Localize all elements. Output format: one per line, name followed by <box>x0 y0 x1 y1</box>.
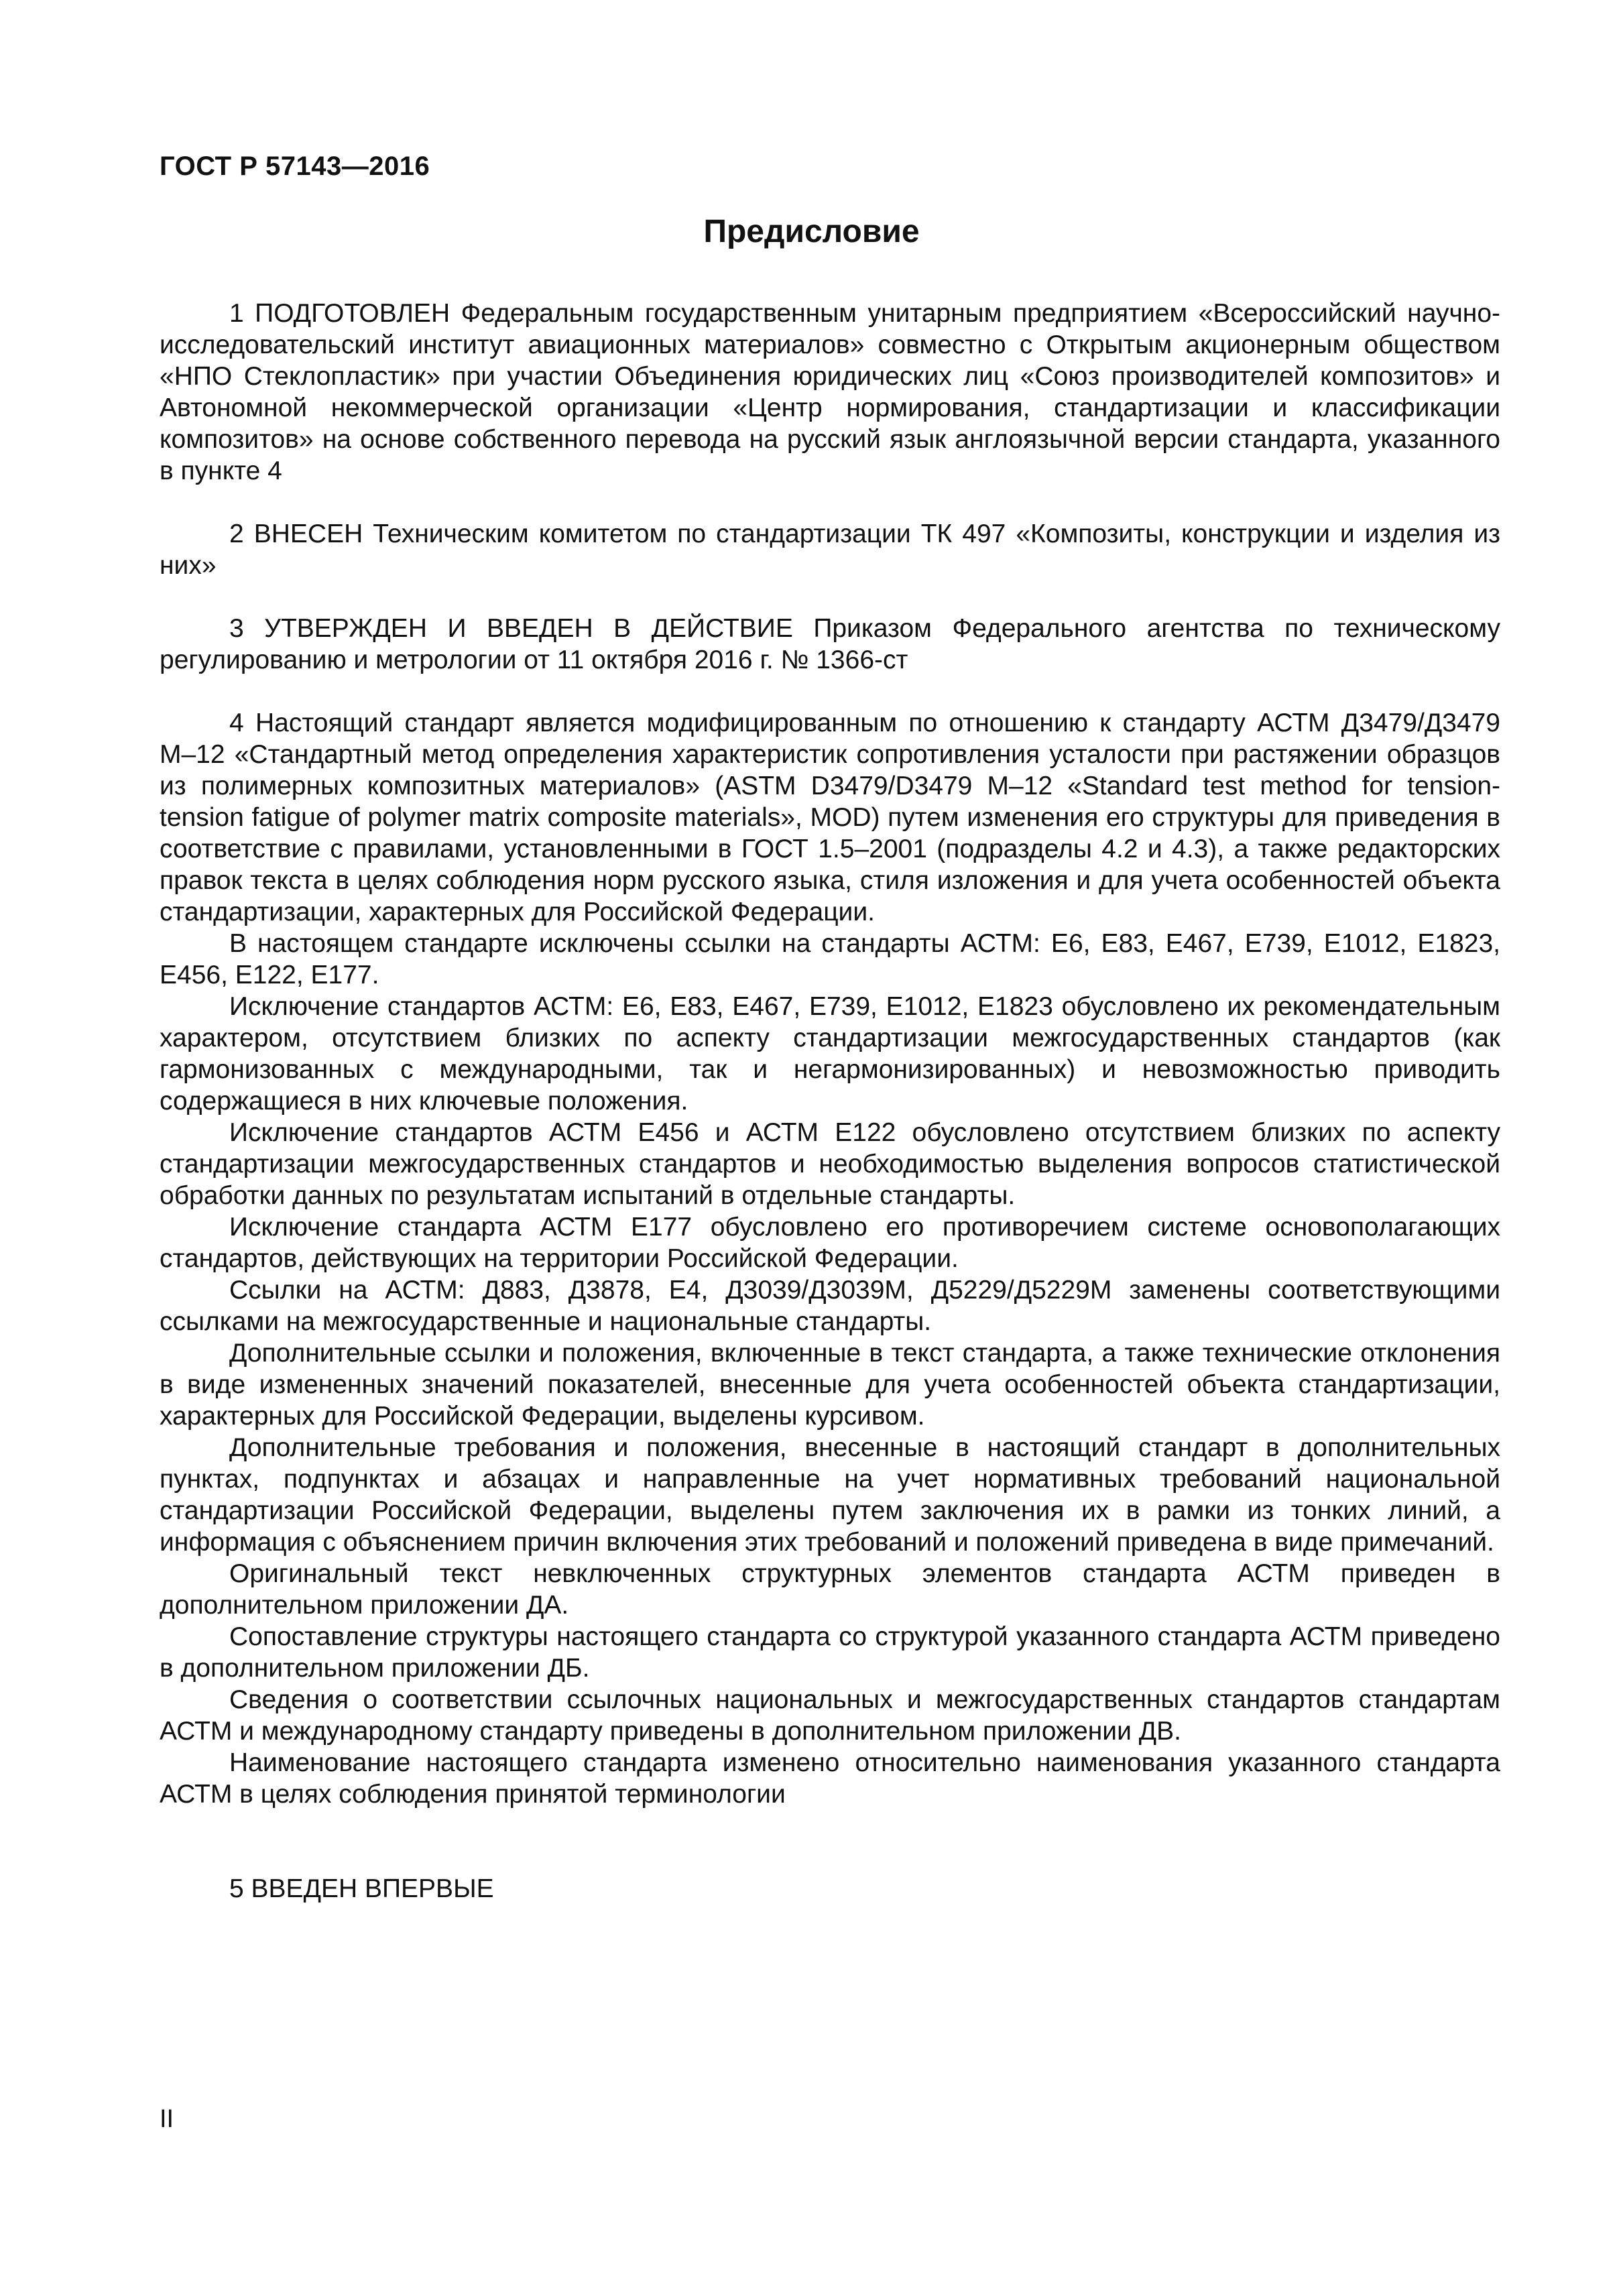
paragraph-exclusion-reason-2: Исключение стандартов АСТМ Е456 и АСТМ Е122 обусловлено отсутствием близких по аспекту стандартизации межгосударственных стандартов и необходимостью выделения вопросов статистической обработки данных по результатам испытаний в отдельные стандарты. <box>160 1118 1500 1210</box>
foreword-body <box>160 298 1500 1905</box>
paragraph-additional-refs: Дополнительные ссылки и положения, включенные в текст стандарта, а также технические отклонения в виде измененных значений показателей, внесенные для учета особенностей объекта стандартизации, характерных для Российской Федерации, выделены курсивом. <box>160 1339 1500 1431</box>
paragraph-original-text: Оригинальный текст невключенных структурных элементов стандарта АСТМ приведен в дополнительном приложении ДА. <box>160 1559 1500 1620</box>
paragraph-excluded-refs: В настоящем стандарте исключены ссылки на стандарты АСТМ: Е6, Е83, Е467, Е739, Е1012, Е1823, Е456, Е122, Е177. <box>160 929 1500 989</box>
paragraph-structure-comparison: Сопоставление структуры настоящего стандарта со структурой указанного стандарта АСТМ приведено в дополнительном приложении ДБ. <box>160 1622 1500 1683</box>
paragraph-4-modified: 4 Настоящий стандарт является модифицированным по отношению к стандарту АСТМ Д3479/Д3479 М–12 «Стандартный метод определения характеристик сопротивления усталости при растяжении образцов из полимерных композитных материалов» (ASTM D3479/D3479 M–12 «Standard test method for tension-tension fatigue of polymer matrix composite materials», MOD) путем изменения его структуры для приведения в соответствие с правилами, установленными в ГОСТ 1.5–2001 (подразделы 4.2 и 4.3), а также редакторских правок текста в целях соблюдения норм русского языка, стиля изложения и для учета особенностей объекта стандартизации, характерных для Российской Федерации. <box>160 709 1500 926</box>
paragraph-5-introduced: 5 ВВЕДЕН ВПЕРВЫЕ <box>229 1874 494 1903</box>
page-title: Предисловие <box>703 214 920 249</box>
paragraph-exclusion-reason-3: Исключение стандарта АСТМ Е177 обусловлено его противоречием системе основополагающих стандартов, действующих на территории Российской Федерации. <box>160 1213 1500 1273</box>
document-code: ГОСТ Р 57143—2016 <box>160 152 430 181</box>
paragraph-2-submitted: 2 ВНЕСЕН Техническим комитетом по стандартизации ТК 497 «Композиты, конструкции и изделия из них» <box>160 520 1500 580</box>
page-number: II <box>160 2105 174 2133</box>
paragraph-title-change: Наименование настоящего стандарта изменено относительно наименования указанного стандарта АСТМ в целях соблюдения принятой терминологии <box>160 1748 1500 1809</box>
paragraph-additional-requirements: Дополнительные требования и положения, внесенные в настоящий стандарт в дополнительных пунктах, подпунктах и абзацах и направленные на учет нормативных требований национальной стандартизации Российской Федерации, выделены путем заключения их в рамки из тонких линий, а информация с объяснением причин включения этих требований и положений приведена в виде примечаний. <box>160 1433 1500 1557</box>
paragraph-3-approved: 3 УТВЕРЖДЕН И ВВЕДЕН В ДЕЙСТВИЕ Приказом Федерального агентства по техническому регулированию и метрологии от 11 октября 2016 г. № 1366-ст <box>160 614 1500 674</box>
paragraph-replaced-refs: Ссылки на АСТМ: Д883, Д3878, Е4, Д3039/Д3039М, Д5229/Д5229М заменены соответствующими ссылками на межгосударственные и национальные стандарты. <box>160 1276 1500 1336</box>
paragraph-exclusion-reason-1: Исключение стандартов АСТМ: Е6, Е83, Е467, Е739, Е1012, Е1823 обусловлено их рекомендательным характером, отсутствием близких по аспекту стандартизации межгосударственных стандартов (как гармонизованных с международными, так и негармонизированных) и невозможностью приводить содержащиеся в них ключевые положения. <box>160 992 1500 1115</box>
paragraph-standards-correspondence: Сведения о соответствии ссылочных национальных и межгосударственных стандартов стандартам АСТМ и международному стандарту приведены в дополнительном приложении ДВ. <box>160 1685 1500 1746</box>
paragraph-1-prepared: 1 ПОДГОТОВЛЕН Федеральным государственным унитарным предприятием «Всероссийский научно-исследовательский институт авиационных материалов» совместно с Открытым акционерным обществом «НПО Стеклопластик» при участии Объединения юридических лиц «Союз производителей композитов» и Автономной некоммерческой организации «Центр нормирования, стандартизации и классификации композитов» на основе собственного перевода на русский язык англоязычной версии стандарта, указанного в пункте 4 <box>160 299 1500 485</box>
